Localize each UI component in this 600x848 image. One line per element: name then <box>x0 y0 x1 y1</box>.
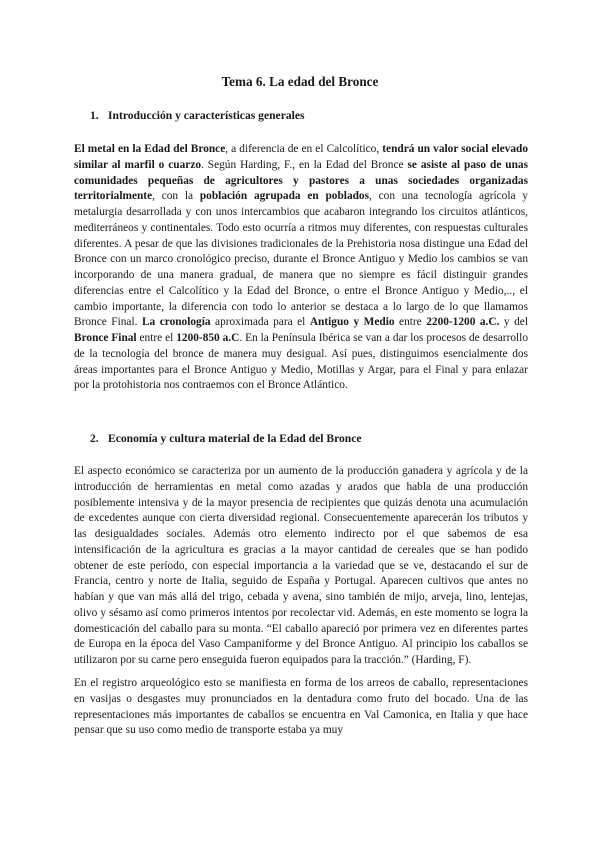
body-text: , a diferencia de en el Calcolítico, <box>225 143 383 155</box>
body-text: entre el <box>136 332 177 344</box>
emphasis-text: La cronología <box>141 316 211 329</box>
body-text: . En la Península Ibérica se van a dar los procesos de desarrollo de la tecnología del bronce de manera muy desigual. Así pues, distinguimos esencialmente dos áreas importantes para el Bronce Antiguo y Medio, Motillas y Argar, para el Final y para enlazar por la protohistoria nos contraemos con el Bronce Atlántico. <box>74 332 528 392</box>
emphasis-text: población agrupada en poblados <box>199 190 370 203</box>
section-number: 1. <box>90 109 99 122</box>
paragraph-intro <box>74 142 528 394</box>
page-title: Tema 6. La edad del Bronce <box>221 74 379 89</box>
emphasis-text: 1200-850 a.C <box>176 332 240 344</box>
emphasis-text: 2200-1200 a.C. <box>426 316 500 329</box>
body-text: , con una tecnología agrícola y metalurgia desarrollada y con unos intercambios que acabaron integrando los circuitos atlánticos, mediterráneos y continentales. Todo esto ocurría a ritmos muy diferentes, con respuestas culturales diferentes. A pesar de que las divisiones tradicionales de la Prehistoria nosa distingue una Edad del Bronce con un marco cronológico preciso, durante el Bronce Antiguo y Medio los cambios se van incorporando de una manera gradual, de manera que no siempre es fácil distinguir grandes diferencias entre el Calcolítico y la Edad del Bronce, o entre el Bronce Antiguo y Medio,.., el cambio importante, la diferencia con todo lo anterior se destaca a lo largo de lo que llamamos Bronce Final. <box>74 190 528 329</box>
body-text: , con la <box>152 190 200 203</box>
body-text: entre <box>394 316 427 329</box>
emphasis-text: El metal en la Edad del Bronce <box>74 143 226 155</box>
section-heading-2 <box>90 431 530 447</box>
body-text: aproximada para el <box>210 316 310 329</box>
emphasis-text: Antiguo y Medio <box>309 316 395 329</box>
paragraph-economy: El aspecto económico se caracteriza por un aumento de la producción ganadera y agrícola y de la introducción de herramientas en metal como azadas y arados que habla de una producción posiblemente intensiva y de la mayor presencia de recipientes que quizás denota una acumulación de excedentes aunque con cierta diversidad regional. Consecuentemente aparecerán los tributos y las desigualdades sociales. Además otro elemento indirecto por el que sabemos de esa intensificación de la agricultura es gracias a la mayor cantidad de cereales que se han podido obtener de este período, con especial importancia a la variedad que se ve, destacando el sur de Francia, centro y norte de Italia, seguido de España y Portugal. Aparecen cultivos que antes no habían y que van más allá del trigo, cebada y avena, sino también de mijo, arveja, lino, lentejas, olivo y sésamo así como primeros intentos por recolectar vid. Además, en este momento se logra la domesticación del caballo para su monta. “El caballo apareció por primera vez en diferentes partes de Europa en la época del Vaso Campaniforme y del Bronce Antiguo. Al principio los caballos se utilizaron por su carne pero enseguida fueron equipados para la tracción.” (Harding, F). <box>74 465 528 666</box>
section-heading-1 <box>90 108 530 124</box>
paragraph-archaeology: En el registro arqueológico esto se manifiesta en forma de los arreos de caballo, representaciones en vasijas o desgastes muy pronunciados en la dentadura como fruto del bocado. Una de las representaciones más importantes de caballos se encuentra en Val Camonica, en Italia y que hace pensar que su uso como medio de transporte estaba ya muy <box>74 677 528 737</box>
section-heading-text: Economía y cultura material de la Edad del Bronce <box>108 432 362 445</box>
emphasis-text: Bronce Final <box>74 332 137 344</box>
body-text: . Según Harding, F., en la Edad del Bronce <box>201 158 408 171</box>
emphasis-text: se asiste al paso de unas comunidades pequeñas de agricultores y pastores a unas sociedades organizadas territorialmente <box>74 158 528 203</box>
body-text: y del <box>499 316 528 329</box>
emphasis-text: tendrá un valor social elevado similar al marfil o cuarzo <box>74 143 528 171</box>
section-number: 2. <box>90 432 99 445</box>
section-heading-text: Introducción y características generales <box>108 109 305 122</box>
